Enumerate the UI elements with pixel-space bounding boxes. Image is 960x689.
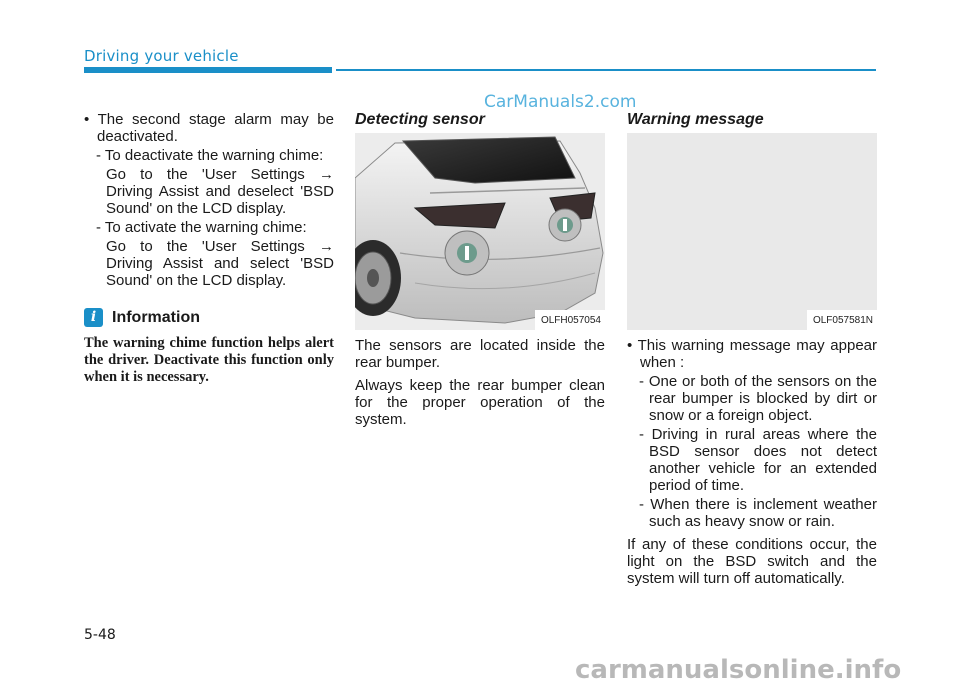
heading-warning-message: Warning message — [627, 111, 764, 128]
figure-car-rear-sensors — [355, 133, 605, 330]
sub-sensor-blocked: - One or both of the sensors on the rear bumper is blocked by dirt or snow or a foreign object. — [639, 373, 877, 424]
middle-column — [355, 111, 605, 428]
right-column — [627, 111, 877, 587]
paragraph-sensor-location: The sensors are located inside the rear bumper. — [355, 337, 605, 371]
header-rule-thin — [336, 69, 876, 71]
header-rule-thick — [84, 67, 332, 73]
left-column — [84, 111, 334, 386]
sub-activate-detail: Go to the 'User Settings → Driving Assist and select 'BSD Sound' on the LCD display. — [106, 238, 334, 289]
paragraph-keep-bumper-clean: Always keep the rear bumper clean for the proper operation of the system. — [355, 377, 605, 428]
heading-detecting-sensor: Detecting sensor — [355, 111, 485, 128]
bullet-second-stage: • The second stage alarm may be deactivated. — [84, 111, 334, 145]
information-body: The warning chime function helps alert the driver. Deactivate this function only when it is necessary. — [84, 335, 334, 385]
sub-rural-areas: - Driving in rural areas where the BSD sensor does not detect another vehicle for an extended period of time. — [639, 426, 877, 494]
figure-code: OLFH057054 — [535, 310, 605, 330]
information-header — [84, 308, 334, 327]
watermark-bottom[interactable]: carmanualsonline.info — [575, 655, 902, 685]
section-title: Driving your vehicle — [84, 47, 239, 65]
watermark-top[interactable]: CarManuals2.com — [484, 92, 637, 112]
sub-deactivate-detail: Go to the 'User Settings → Driving Assist and deselect 'BSD Sound' on the LCD display. — [106, 166, 334, 217]
figure-code: OLF057581N — [807, 310, 877, 330]
sub-activate-intro: - To activate the warning chime: — [96, 219, 307, 236]
sub-deactivate-intro: - To deactivate the warning chime: — [96, 147, 324, 164]
sub-inclement-weather: - When there is inclement weather such as heavy snow or rain. — [639, 496, 877, 530]
page-number: 5-48 — [84, 627, 116, 643]
information-title: Information — [112, 309, 200, 326]
info-icon: i — [84, 308, 103, 327]
figure-warning-message — [627, 133, 877, 330]
car-rear-illustration — [355, 133, 605, 330]
bullet-warning-appear: • This warning message may appear when : — [627, 337, 877, 371]
paragraph-auto-off: If any of these conditions occur, the light on the BSD switch and the system will turn off automatically. — [627, 536, 877, 587]
